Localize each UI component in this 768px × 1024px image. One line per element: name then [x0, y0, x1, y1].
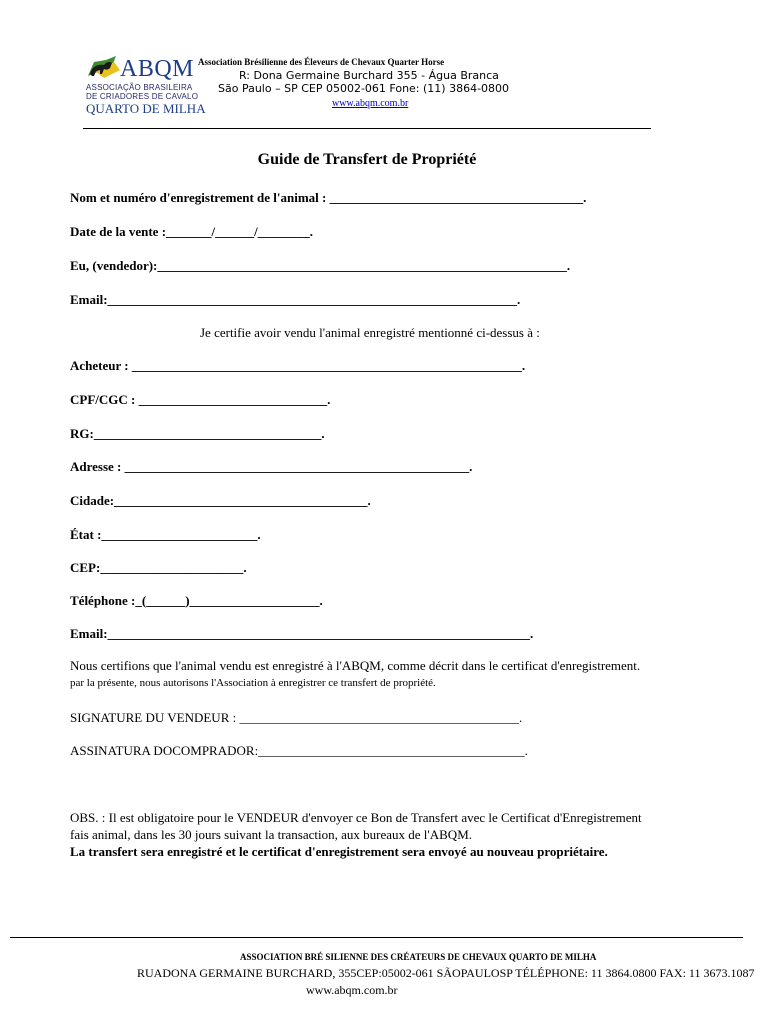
logo-line-3: QUARTO DE MILHA — [86, 101, 206, 116]
field-etat: État :________________________. — [70, 527, 261, 542]
logo-line-2: DE CRIADORES DE CAVALO — [86, 92, 199, 101]
header-address: R: Dona Germaine Burchard 355 - Água Branca — [239, 69, 499, 82]
seller-signature: SIGNATURE DU VENDEUR : ___________________________________________. — [70, 710, 523, 725]
field-cep: CEP:______________________. — [70, 560, 247, 575]
statement-line-2: par la présente, nous autorisons l'Association à enregistrer ce transfert de propriété. — [70, 677, 436, 689]
header-divider — [83, 128, 651, 129]
header-website-link[interactable]: www.abqm.com.br — [332, 98, 409, 109]
logo-name: ABQM — [120, 56, 195, 82]
field-buyer-email: Email:_________________________________________________________________. — [70, 626, 534, 641]
obs-line-2: fais animal, dans les 30 jours suivant la transaction, aux bureaux de l'ABQM. — [70, 827, 473, 842]
logo-line-1: ASSOCIAÇÃO BRASILEIRA — [86, 83, 193, 92]
field-telephone: Téléphone :_(______)____________________. — [70, 593, 323, 608]
field-cidade: Cidade:_______________________________________. — [70, 493, 371, 508]
field-sale-date: Date de la vente :_______/______/________. — [70, 224, 314, 239]
field-buyer: Acheteur : ____________________________________________________________. — [70, 358, 526, 373]
footer-divider — [10, 937, 743, 938]
statement-line-1: Nous certifions que l'animal vendu est enregistré à l'ABQM, comme décrit dans le certificat d'enregistrement. — [70, 658, 641, 673]
field-address: Adresse : _____________________________________________________. — [70, 459, 473, 474]
association-name: Association Brésilienne des Éleveurs de Chevaux Quarter Horse — [198, 57, 445, 67]
field-animal: Nom et numéro d'enregistrement de l'animal : _______________________________________. — [70, 190, 587, 205]
horse-logo-icon — [86, 56, 122, 82]
certify-statement: Je certifie avoir vendu l'animal enregistré mentionné ci-dessus à : — [200, 325, 540, 340]
footer-website: www.abqm.com.br — [306, 983, 398, 997]
buyer-signature: ASSINATURA DOCOMPRADOR:_________________________________________. — [70, 743, 528, 758]
field-cpf: CPF/CGC : _____________________________. — [70, 392, 331, 407]
footer-address: RUADONA GERMAINE BURCHARD, 355CEP:05002-061 SÃOPAULOSP TÉLÉPHONE: 11 3864.0800 FAX: 11 3673.1087 — [137, 966, 755, 980]
field-seller-email: Email:_______________________________________________________________. — [70, 292, 521, 307]
header-city-line: São Paulo – SP CEP 05002-061 Fone: (11) 3864-0800 — [218, 82, 510, 95]
obs-line-1: OBS. : Il est obligatoire pour le VENDEUR d'envoyer ce Bon de Transfert avec le Certificat d'Enregistrement — [70, 810, 642, 825]
obs-line-3: La transfert sera enregistré et le certificat d'enregistrement sera envoyé au nouveau propriétaire. — [70, 844, 608, 859]
field-seller: Eu, (vendedor):_______________________________________________________________. — [70, 258, 571, 273]
footer-title: ASSOCIATION BRÉ SILIENNE DES CRÉATEURS DE CHEVAUX QUARTO DE MILHA — [240, 952, 597, 962]
field-rg: RG:___________________________________. — [70, 426, 325, 441]
document-title: Guide de Transfert de Propriété — [257, 151, 477, 168]
